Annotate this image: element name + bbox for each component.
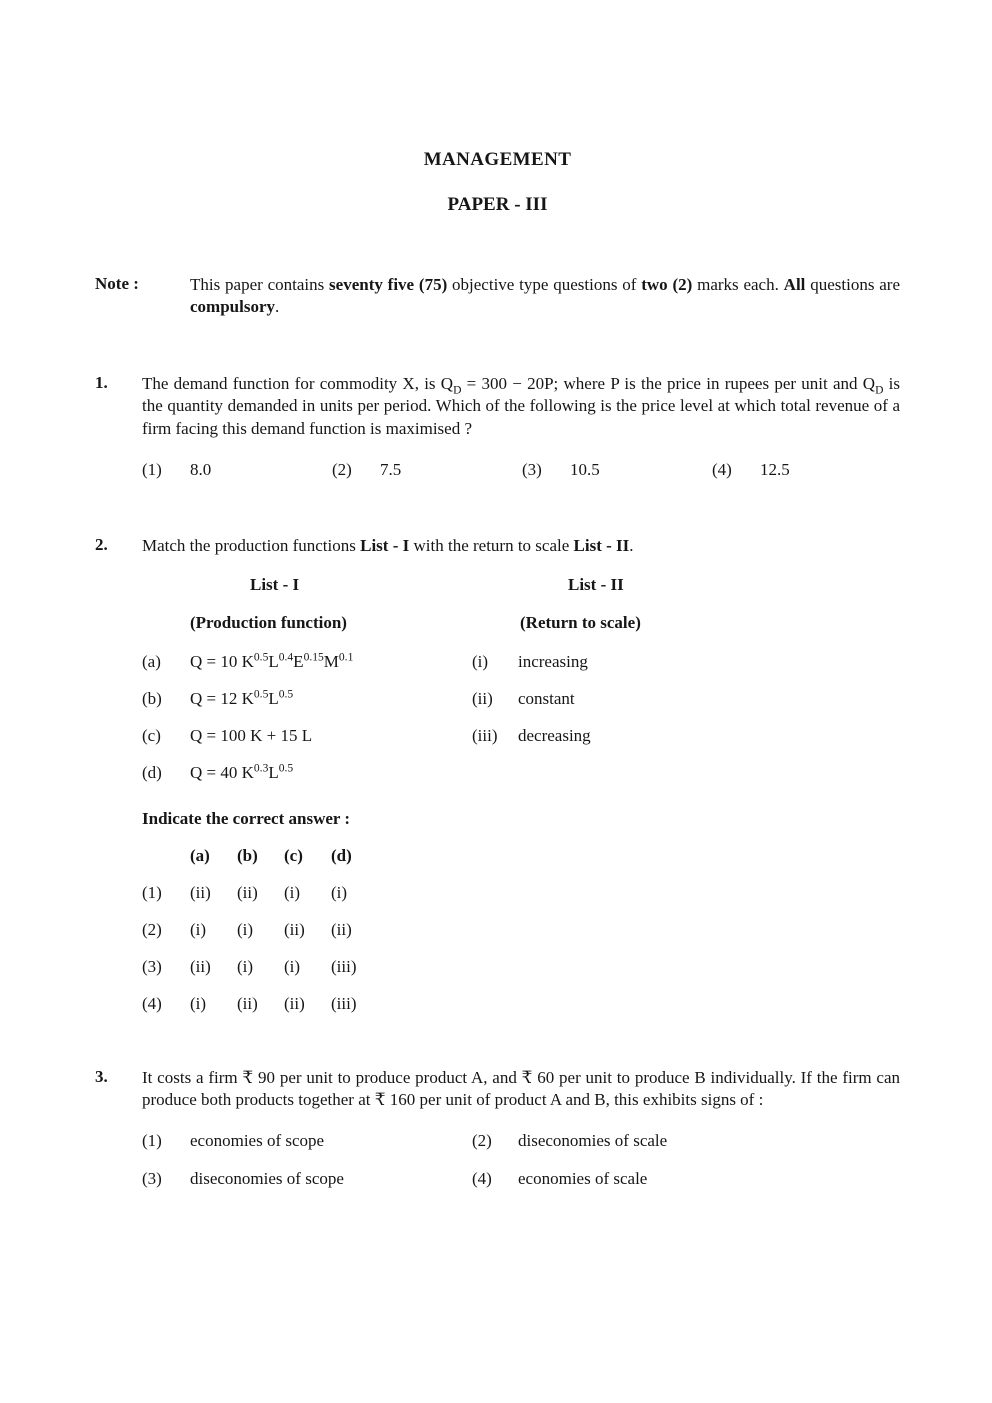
question-1: [95, 373, 900, 480]
scale-label: increasing: [518, 651, 588, 671]
matrix-header-cell: (b): [237, 845, 258, 865]
option-number: (1): [142, 1130, 162, 1150]
production-function: Q = 10 $K^{0.5}L^{0.4}E^{0.15}M^{0.1}$: [190, 649, 354, 671]
question-1-options: [142, 460, 900, 480]
option-label: economies of scale: [518, 1168, 648, 1188]
matrix-spacer: [142, 845, 190, 867]
paper-subtitle: PAPER - III: [447, 194, 548, 215]
option-label: diseconomies of scale: [518, 1130, 668, 1150]
option-label: 8.0: [190, 460, 212, 480]
production-function: Q = 40 $K^{0.3}L^{0.5}$: [190, 760, 294, 782]
list-1-subheader: (Production function): [190, 612, 347, 632]
list-2-header: List - II: [568, 574, 624, 594]
option-number: (3): [142, 1168, 162, 1188]
question-2-number: 2.: [95, 535, 108, 555]
matrix-cell: (iii): [331, 993, 357, 1013]
roman-number: (iii): [472, 725, 498, 745]
indicate-instruction: Indicate the correct answer :: [142, 808, 351, 828]
matrix-cell: (iii): [331, 956, 357, 976]
match-pair-d: [142, 761, 900, 785]
matrix-cell: (ii): [190, 882, 211, 902]
option-label: 7.5: [380, 460, 402, 480]
roman-number: (i): [472, 651, 489, 671]
match-pair-b: [142, 687, 900, 711]
scale-label: decreasing: [518, 725, 591, 745]
matrix-row-number: (3): [142, 956, 162, 976]
matrix-row-number: (1): [142, 882, 162, 902]
roman-number: (ii): [472, 688, 493, 708]
matrix-cell: (ii): [237, 882, 258, 902]
list-1-header: List - I: [250, 574, 300, 594]
matrix-header-cell: (d): [331, 845, 352, 865]
pair-letter: (b): [142, 688, 162, 708]
match-pair-a: [142, 650, 900, 674]
match-pair-c: [142, 724, 900, 748]
option-number: (2): [472, 1130, 492, 1150]
matrix-cell: (i): [284, 956, 301, 976]
match-pairs: [142, 650, 900, 785]
options-row: [142, 1130, 900, 1152]
matrix-cell: (i): [237, 919, 254, 939]
question-3-number: 3.: [95, 1066, 108, 1086]
pair-letter: (d): [142, 762, 162, 782]
option-number: (1): [142, 460, 162, 480]
pair-letter: (a): [142, 651, 161, 671]
option-label: diseconomies of scope: [190, 1168, 344, 1188]
matrix-cell: (ii): [284, 919, 305, 939]
option-number: (3): [522, 460, 542, 480]
list-headers: [142, 575, 900, 599]
matrix-cell: (i): [190, 919, 207, 939]
note-label: Note :: [95, 274, 139, 293]
question-1-number: 1.: [95, 372, 108, 392]
question-3-options: [142, 1130, 900, 1190]
question-1-text: The demand function for commodity X, is $Q_D = 300 - 20P$; where P is the price in rupees per unit and $Q_D$ is the quantity demanded in units per period. Which of the following is the price level at which total revenue of a firm facing this demand function is maximised ?: [142, 373, 900, 438]
question-2-text: Match the production functions List - I with the return to scale List - II.: [142, 536, 634, 556]
list-subheaders: [142, 613, 900, 637]
q1-option-3: [522, 460, 712, 480]
pair-letter: (c): [142, 725, 161, 745]
question-3: [95, 1067, 900, 1190]
question-2: [95, 535, 900, 1014]
question-3-text: It costs a firm ₹ 90 per unit to produce product A, and ₹ 60 per unit to produce B individually. If the firm can produce both products together at ₹ 160 per unit of product A and B, this exhibits signs of :: [142, 1067, 900, 1110]
matrix-cell: (i): [237, 956, 254, 976]
matrix-header-row: [142, 845, 900, 867]
matrix-cell: (ii): [331, 919, 352, 939]
answer-matrix: [142, 845, 900, 1015]
matrix-cell: (i): [190, 993, 207, 1013]
scale-label: constant: [518, 688, 575, 708]
matrix-header-cell: (c): [284, 845, 303, 865]
option-number: (4): [712, 460, 732, 480]
matrix-row-3: [142, 956, 900, 978]
production-function: Q = 12 $K^{0.5}L^{0.5}$: [190, 686, 294, 708]
option-number: (4): [472, 1168, 492, 1188]
options-row: [142, 1168, 900, 1190]
matrix-cell: (ii): [190, 956, 211, 976]
q1-option-1: [142, 460, 332, 480]
matrix-cell: (ii): [284, 993, 305, 1013]
matrix-cell: (i): [284, 882, 301, 902]
matrix-row-4: [142, 993, 900, 1015]
matrix-cell: (ii): [237, 993, 258, 1013]
q1-option-4: [712, 460, 790, 480]
list-2-subheader: (Return to scale): [520, 612, 641, 632]
matrix-row-1: [142, 882, 900, 904]
production-function: Q = 100 K + 15 L: [190, 725, 313, 745]
option-label: 12.5: [760, 460, 790, 480]
note-text: This paper contains seventy five (75) objective type questions of two (2) marks each. All questions are compulsory.: [190, 275, 900, 317]
option-label: economies of scope: [190, 1130, 325, 1150]
paper-title: MANAGEMENT: [423, 149, 572, 170]
matrix-row-number: (2): [142, 919, 162, 939]
option-number: (2): [332, 460, 352, 480]
matrix-header-cell: (a): [190, 845, 210, 865]
matrix-row-number: (4): [142, 993, 162, 1013]
note-block: [95, 274, 900, 319]
q1-option-2: [332, 460, 522, 480]
matrix-cell: (i): [331, 882, 348, 902]
matrix-row-2: [142, 919, 900, 941]
option-label: 10.5: [570, 460, 600, 480]
